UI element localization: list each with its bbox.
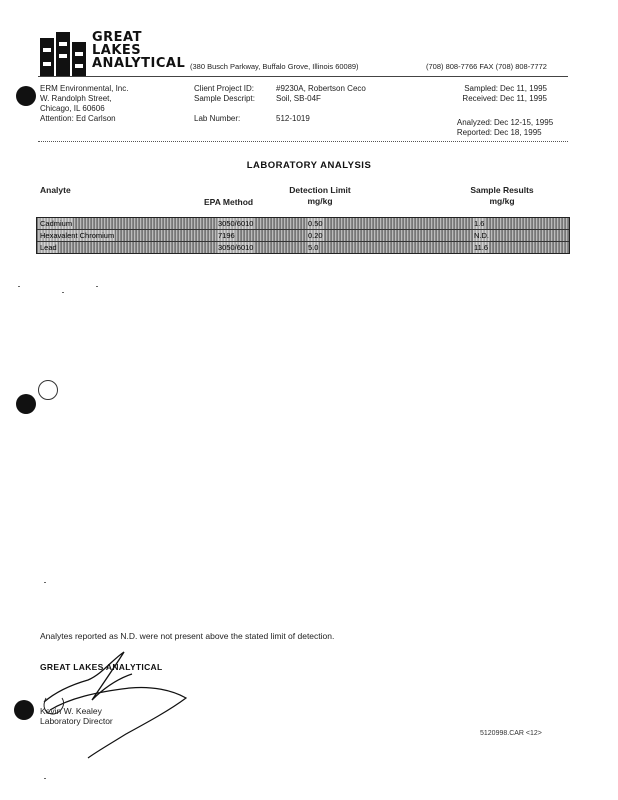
logo-word: GREAT <box>92 30 142 45</box>
limit-cell: 0.50 <box>308 219 323 228</box>
sample-descript-value: Soil, SB-04F <box>276 94 321 103</box>
limit-cell: 5.0 <box>308 243 319 252</box>
table-row <box>37 218 569 230</box>
project-labels <box>194 84 255 124</box>
analyzed-value: Dec 12-15, 1995 <box>494 118 554 127</box>
client-address-block <box>40 84 128 124</box>
project-id-label: Client Project ID: <box>194 84 255 93</box>
client-line: W. Randolph Street, <box>40 94 112 103</box>
scan-speck <box>62 292 64 293</box>
limit-cell: 0.20 <box>308 231 323 240</box>
sampled-label: Sampled: <box>464 84 498 93</box>
result-cell: N.D. <box>474 231 489 240</box>
analyte-header: Analyte <box>40 185 71 195</box>
epa-method-header: EPA Method <box>204 197 254 207</box>
signer-title: Laboratory Director <box>40 716 113 726</box>
lab-phone: (708) 808-7766 FAX (708) 808-7772 <box>426 62 547 71</box>
sampled-value: Dec 11, 1995 <box>500 84 547 93</box>
client-line: Chicago, IL 60606 <box>40 104 105 113</box>
analysis-title: LABORATORY ANALYSIS <box>246 160 372 171</box>
date-values-top <box>500 84 547 104</box>
method-cell: 7196 <box>218 231 235 240</box>
logo-word: LAKES <box>92 43 142 58</box>
received-value: Dec 11, 1995 <box>500 94 547 103</box>
client-attention: Attention: Ed Carlson <box>40 114 116 123</box>
analyte-cell: Lead <box>40 243 57 252</box>
method-cell: 3050/6010 <box>218 243 254 252</box>
signer-block <box>40 706 113 726</box>
project-values <box>276 84 366 124</box>
reported-label: Reported: <box>456 128 492 137</box>
detection-limit-title: Detection Limit <box>289 185 351 195</box>
handwritten-signature-icon <box>40 640 200 760</box>
reported-value: Dec 18, 1995 <box>494 128 542 137</box>
date-labels-top <box>444 84 498 104</box>
lab-number-value: 512-1019 <box>276 114 310 123</box>
date-labels-bottom <box>434 118 492 138</box>
detection-limit-unit: mg/kg <box>307 196 333 206</box>
company-signature-name: GREAT LAKES ANALYTICAL <box>40 662 163 672</box>
company-logo <box>40 28 190 76</box>
scan-speck <box>18 286 20 287</box>
punch-hole-icon <box>14 700 34 720</box>
punch-hole-icon <box>16 86 36 106</box>
lab-address: (380 Busch Parkway, Buffalo Grove, Illinois 60089) <box>190 62 359 71</box>
scan-speck <box>44 582 46 583</box>
sample-results-title: Sample Results <box>470 185 534 195</box>
logo-word: ANALYTICAL <box>92 56 186 71</box>
sample-results-unit: mg/kg <box>489 196 515 206</box>
punch-ring-icon <box>38 380 58 400</box>
sample-results-header <box>462 185 542 207</box>
signer-name: Kevin W. Kealey <box>40 706 102 716</box>
detection-limit-header <box>282 185 358 207</box>
detection-footnote: Analytes reported as N.D. were not present above the stated limit of detection. <box>40 631 335 641</box>
info-rule <box>38 141 568 142</box>
analyte-cell: Hexavalent Chromium <box>40 231 115 240</box>
results-table <box>36 217 570 254</box>
analyte-cell: Cadmium <box>40 219 73 228</box>
sample-descript-label: Sample Descript: <box>194 94 255 103</box>
great-lakes-logo-icon <box>40 32 88 76</box>
document-id: 5120998.CAR <12> <box>480 730 542 737</box>
project-id-value: #9230A, Robertson Ceco <box>276 84 366 93</box>
result-cell: 1.6 <box>474 219 485 228</box>
logo-wordmark <box>92 31 185 70</box>
header-rule <box>38 76 568 77</box>
punch-hole-icon <box>16 394 36 414</box>
analyzed-label: Analyzed: <box>456 118 492 127</box>
lab-number-label: Lab Number: <box>194 114 241 123</box>
result-cell: 11.6 <box>474 243 489 252</box>
scan-speck <box>96 286 98 287</box>
scan-speck <box>44 778 46 779</box>
received-label: Received: <box>462 94 498 103</box>
method-cell: 3050/6010 <box>218 219 254 228</box>
client-line: ERM Environmental, Inc. <box>40 84 129 93</box>
table-row <box>37 230 569 242</box>
table-row <box>37 242 569 253</box>
date-values-bottom <box>494 118 553 138</box>
